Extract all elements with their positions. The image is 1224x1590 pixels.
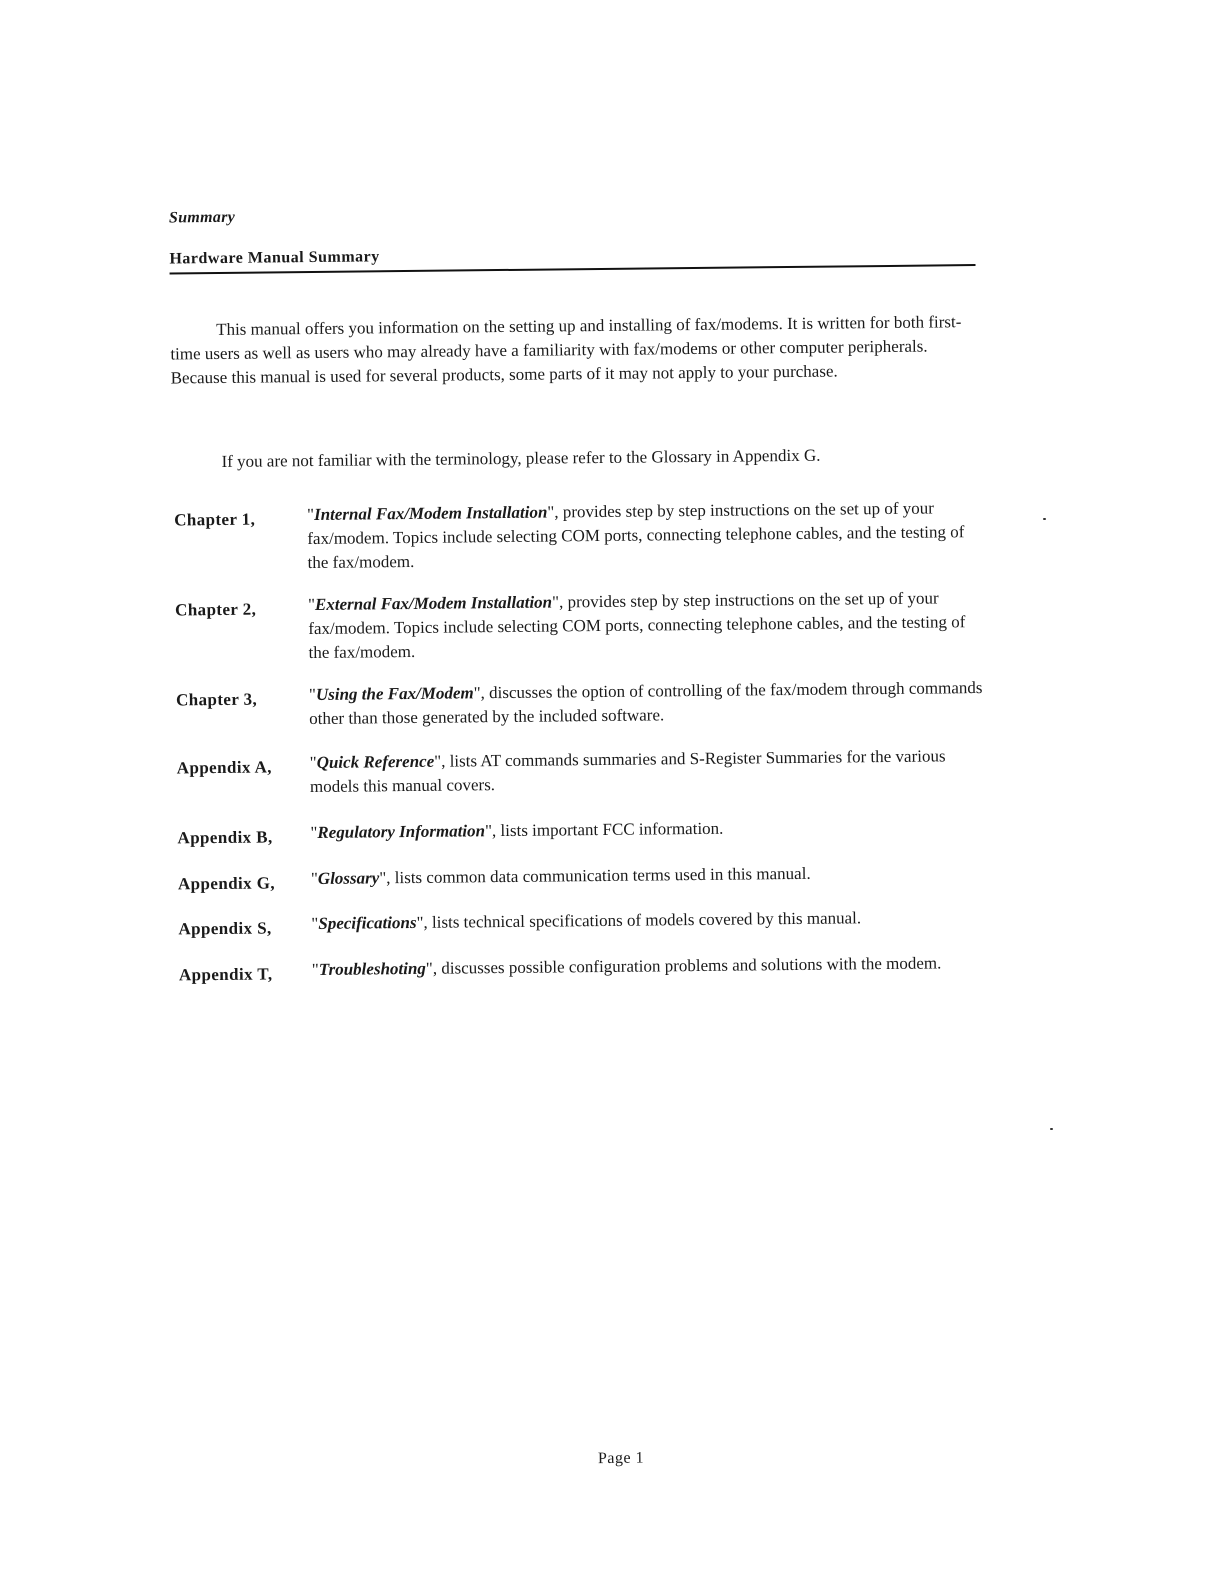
toc-description: [308, 586, 983, 665]
toc-description: [311, 860, 985, 891]
open-quote: ": [309, 752, 317, 773]
toc-description: [310, 744, 984, 799]
page-number: Page 1: [597, 1449, 645, 1468]
toc-entry-appendix-t: [178, 951, 989, 985]
toc-label: Appendix B,: [177, 827, 273, 848]
toc-entry-chapter-1: [174, 496, 984, 573]
open-quote: ": [310, 868, 318, 889]
open-quote: ": [306, 504, 315, 525]
toc-title: Regulatory Information: [317, 821, 486, 842]
toc-text: ", lists AT commands summaries and S-Register Summaries for the various models this manual covers.: [309, 746, 946, 797]
toc-label: Appendix S,: [178, 918, 272, 939]
scan-speck: [1043, 518, 1046, 520]
toc-description: [307, 496, 982, 575]
toc-title: Using the Fax/Modem: [315, 683, 474, 704]
toc-label: Chapter 3,: [175, 689, 258, 710]
toc-entry-chapter-2: [174, 586, 985, 663]
toc-entry-appendix-a: [176, 744, 987, 797]
toc-title: Troubleshoting: [318, 958, 426, 979]
toc-entry-appendix-b: [177, 814, 987, 848]
toc-description: [312, 951, 986, 982]
toc-text: ", provides step by step instructions on the set up of your fax/modem. Topics include selecting COM ports, connecting telephone cables, and the testing of the fax/modem.: [308, 588, 966, 663]
scan-speck: [1050, 1128, 1053, 1130]
toc-title: Internal Fax/Modem Installation: [313, 502, 548, 524]
toc-description: [311, 905, 985, 936]
toc-title: External Fax/Modem Installation: [314, 592, 553, 614]
glossary-note-paragraph: If you are not familiar with the terminology, please refer to the Glossary in Appendix G.: [221, 445, 821, 471]
running-head: Summary: [168, 208, 236, 227]
toc-label: Appendix A,: [176, 757, 272, 778]
toc-label: Chapter 2,: [174, 599, 257, 620]
toc-description: [309, 676, 983, 731]
toc-entry-appendix-s: [178, 905, 988, 939]
toc-text: ", lists technical specifications of models covered by this manual.: [416, 908, 862, 932]
toc-entry-appendix-g: [177, 860, 988, 894]
toc-text: ", lists common data communication terms used in this manual.: [379, 863, 811, 888]
toc-text: ", discusses possible configuration problems and solutions with the modem.: [425, 953, 942, 978]
toc-label: Chapter 1,: [174, 509, 256, 530]
toc-label: Appendix G,: [177, 873, 276, 894]
toc-text: ", discusses the option of controlling of the fax/modem through commands other than those generated by the included software.: [309, 678, 983, 729]
intro-paragraph: This manual offers you information on the setting up and installing of fax/modems. It is written for both first-time users as well as users who may already have a familiarity with fax/modems or other computer peripherals. Because this manual is used for several products, some parts of it may not apply to your purchase.: [170, 312, 962, 388]
toc-entry-chapter-3: [175, 676, 986, 729]
toc-text: ", provides step by step instructions on the set up of your fax/modem. Topics include selecting COM ports, connecting telephone cables, and the testing of the fax/modem.: [307, 498, 965, 573]
toc-title: Specifications: [318, 912, 417, 933]
open-quote: ": [310, 822, 318, 843]
open-quote: ": [311, 959, 319, 980]
toc-text: ", lists important FCC information.: [484, 818, 724, 841]
toc-label: Appendix T,: [178, 964, 273, 985]
toc-description: [310, 814, 984, 845]
section-title: Hardware Manual Summary: [169, 248, 380, 268]
toc-title: Quick Reference: [316, 751, 435, 772]
open-quote: ": [311, 913, 319, 934]
open-quote: ": [307, 594, 316, 615]
toc-title: Glossary: [317, 868, 380, 888]
open-quote: ": [308, 684, 317, 705]
